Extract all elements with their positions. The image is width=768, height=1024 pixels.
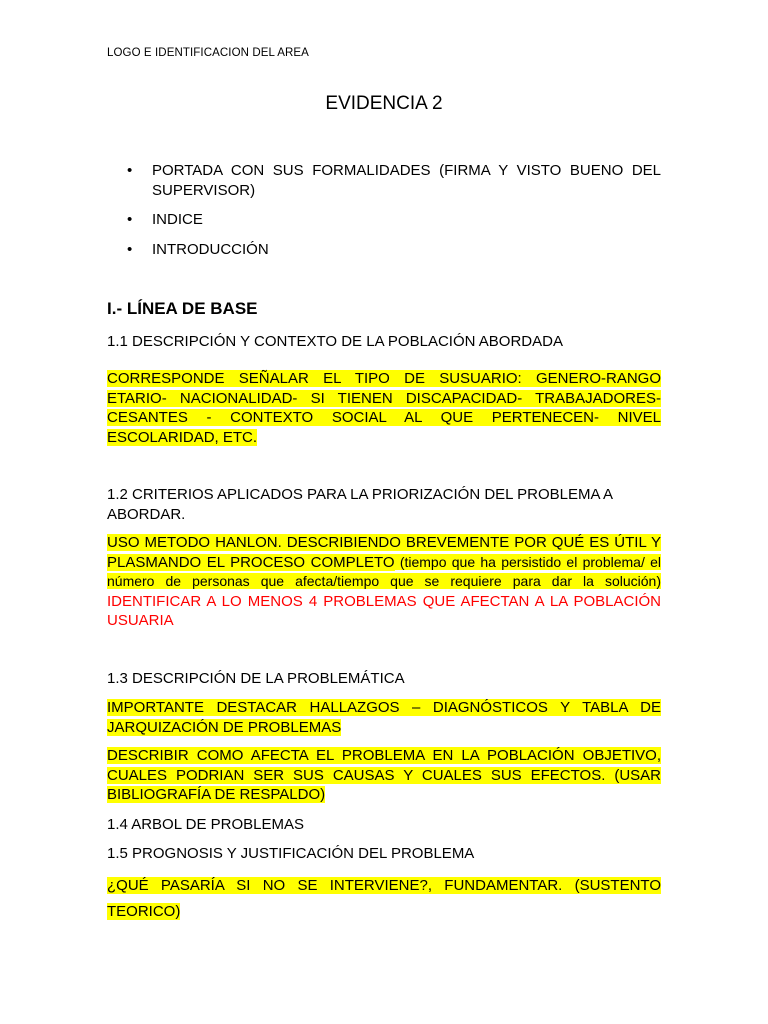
header-logo-area: LOGO E IDENTIFICACION DEL AREA — [107, 47, 309, 59]
subsection-title-1-2: 1.2 CRITERIOS APLICADOS PARA LA PRIORIZACIÓN DEL PROBLEMA A ABORDAR. — [107, 486, 613, 523]
bullet-item-indice — [107, 210, 661, 230]
bullet-text: PORTADA CON SUS FORMALIDADES (FIRMA Y VISTO BUENO DEL SUPERVISOR) — [152, 162, 661, 199]
bullet-icon: • — [127, 162, 133, 179]
highlight-text-small: (tiempo que ha persistido el problema/ el número de personas que afecta/tiempo que se requiere para dar la solución) — [107, 553, 661, 589]
bullet-icon: • — [127, 211, 133, 228]
subsection-title-1-5: 1.5 PROGNOSIS Y JUSTIFICACIÓN DEL PROBLEMA — [107, 845, 475, 862]
bullet-text: INTRODUCCIÓN — [152, 240, 269, 258]
highlight-text: IMPORTANTE DESTACAR HALLAZGOS – DIAGNÓSTICOS Y TABLA DE JARQUIZACIÓN DE PROBLEMAS — [107, 699, 661, 736]
highlight-text: CORRESPONDE SEÑALAR EL TIPO DE SUSUARIO: GENERO-RANGO ETARIO- NACIONALIDAD- SI TIENEN DISCAPACIDAD- TRABAJADORES- CESANTES - CONTEXTO SOCIAL AL QUE PERTENECEN- NIVEL ESCOLARIDAD, ETC. — [107, 370, 661, 446]
section-heading-linea-de-base: I.- LÍNEA DE BASE — [107, 299, 258, 318]
bullet-icon: • — [127, 240, 133, 258]
highlight-note-1-2 — [107, 533, 661, 631]
highlight-text-caps: USO METODO HANLON. DESCRIBIENDO BREVEMENTE POR QUÉ ES ÚTIL Y PLASMANDO EL PROCESO COMPLETO — [107, 534, 661, 571]
subsection-title-1-1: 1.1 DESCRIPCIÓN Y CONTEXTO DE LA POBLACIÓN ABORDADA — [107, 333, 563, 350]
bullet-item-introduccion — [107, 240, 661, 260]
document-title: EVIDENCIA 2 — [325, 93, 443, 114]
bullet-list — [107, 161, 661, 269]
highlight-text: DESCRIBIR COMO AFECTA EL PROBLEMA EN LA POBLACIÓN OBJETIVO, CUALES PODRIAN SER SUS CAUSAS Y CUALES SUS EFECTOS. (USAR BIBLIOGRAFÍA DE RESPALDO) — [107, 747, 661, 803]
red-instruction-text: IDENTIFICAR A LO MENOS 4 PROBLEMAS QUE AFECTAN A LA POBLACIÓN USUARIA — [107, 592, 661, 629]
highlight-note-1-3b — [107, 746, 661, 805]
highlight-note-1-3a — [107, 698, 661, 737]
highlight-text: ¿QUÉ PASARÍA SI NO SE INTERVIENE?, FUNDAMENTAR. (SUSTENTO TEORICO) — [107, 877, 661, 920]
highlight-note-1-5 — [107, 873, 661, 925]
bullet-text: INDICE — [152, 211, 203, 228]
subsection-title-1-3: 1.3 DESCRIPCIÓN DE LA PROBLEMÁTICA — [107, 670, 405, 687]
highlight-note-1-1 — [107, 369, 661, 447]
subsection-title-1-4: 1.4 ARBOL DE PROBLEMAS — [107, 816, 305, 833]
bullet-item-portada — [107, 161, 661, 200]
